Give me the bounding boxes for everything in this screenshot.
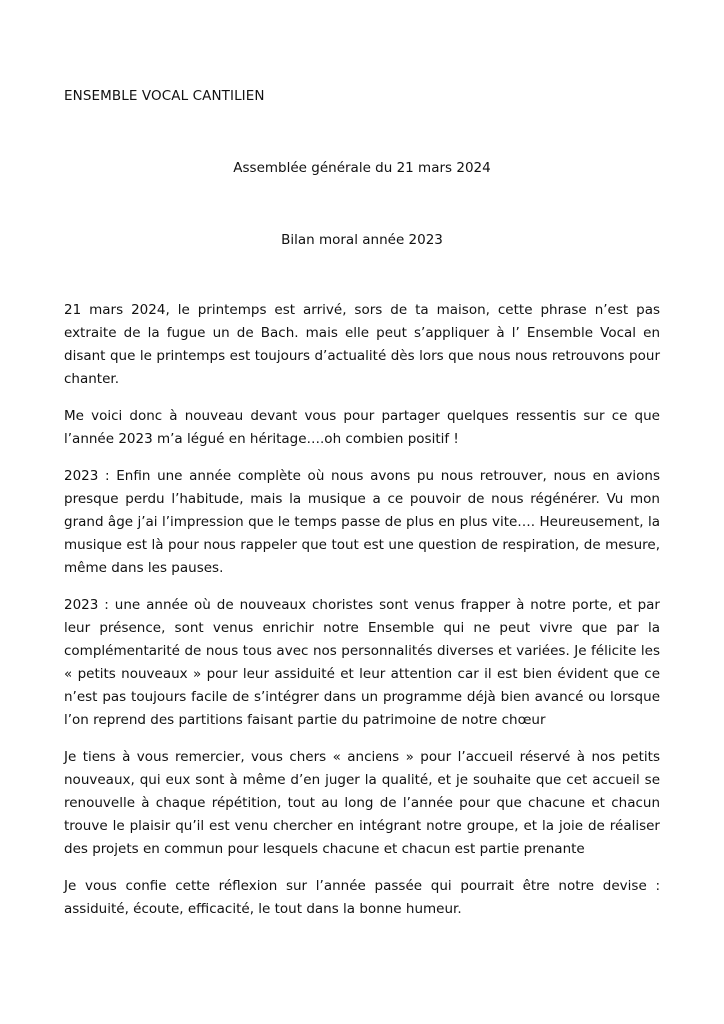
paragraph-new-members: 2023 : une année où de nouveaux choristes sont venus frapper à notre porte, et par leur présence, sont venus enrichir notre Ensemble qui ne peut vivre que par la complémentarité de nous tous avec nos personnalités diverses et variées. Je félicite les « petits nouveaux » pour leur assiduité et leur attention car il est bien évident que ce n’est pas toujours facile de s’intégrer dans un programme déjà bien avancé ou lorsque l’on reprend des partitions faisant partie du patrimoine de notre chœur xyxy=(64,597,660,728)
report-body xyxy=(64,299,660,935)
paragraph-thanks: Je tiens à vous remercier, vous chers « anciens » pour l’accueil réservé à nos petits nouveaux, qui eux sont à même d’en juger la qualité, et je souhaite que cet accueil se renouvelle à chaque répétition, tout au long de l’année pour que chacune et chacun trouve le plaisir qu’il est venu chercher en intégrant notre groupe, et la joie de réaliser des projets en commun pour lesquels chacune et chacun est partie prenante xyxy=(64,749,660,857)
paragraph-sharing: Me voici donc à nouveau devant vous pour partager quelques ressentis sur ce que l’année 2023 m’a légué en héritage….oh combien positif ! xyxy=(64,408,660,447)
paragraph-intro: 21 mars 2024, le printemps est arrivé, sors de ta maison, cette phrase n’est pas extraite de la fugue un de Bach. mais elle peut s’appliquer à l’ Ensemble Vocal en disant que le printemps est toujours d’actualité dès lors que nous nous retrouvons pour chanter. xyxy=(64,302,660,387)
report-heading: Bilan moral année 2023 xyxy=(281,232,443,248)
organization-name: ENSEMBLE VOCAL CANTILIEN xyxy=(64,88,265,104)
assembly-heading: Assemblée générale du 21 mars 2024 xyxy=(233,160,491,176)
paragraph-full-year: 2023 : Enfin une année complète où nous avons pu nous retrouver, nous en avions presque perdu l’habitude, mais la musique a ce pouvoir de nous régénérer. Vu mon grand âge j’ai l’impression que le temps passe de plus en plus vite…. Heureusement, la musique est là pour nous rappeler que tout est une question de respiration, de mesure, même dans les pauses. xyxy=(64,468,660,576)
paragraph-motto: Je vous confie cette réflexion sur l’année passée qui pourrait être notre devise : assiduité, écoute, efficacité, le tout dans la bonne humeur. xyxy=(64,878,660,917)
